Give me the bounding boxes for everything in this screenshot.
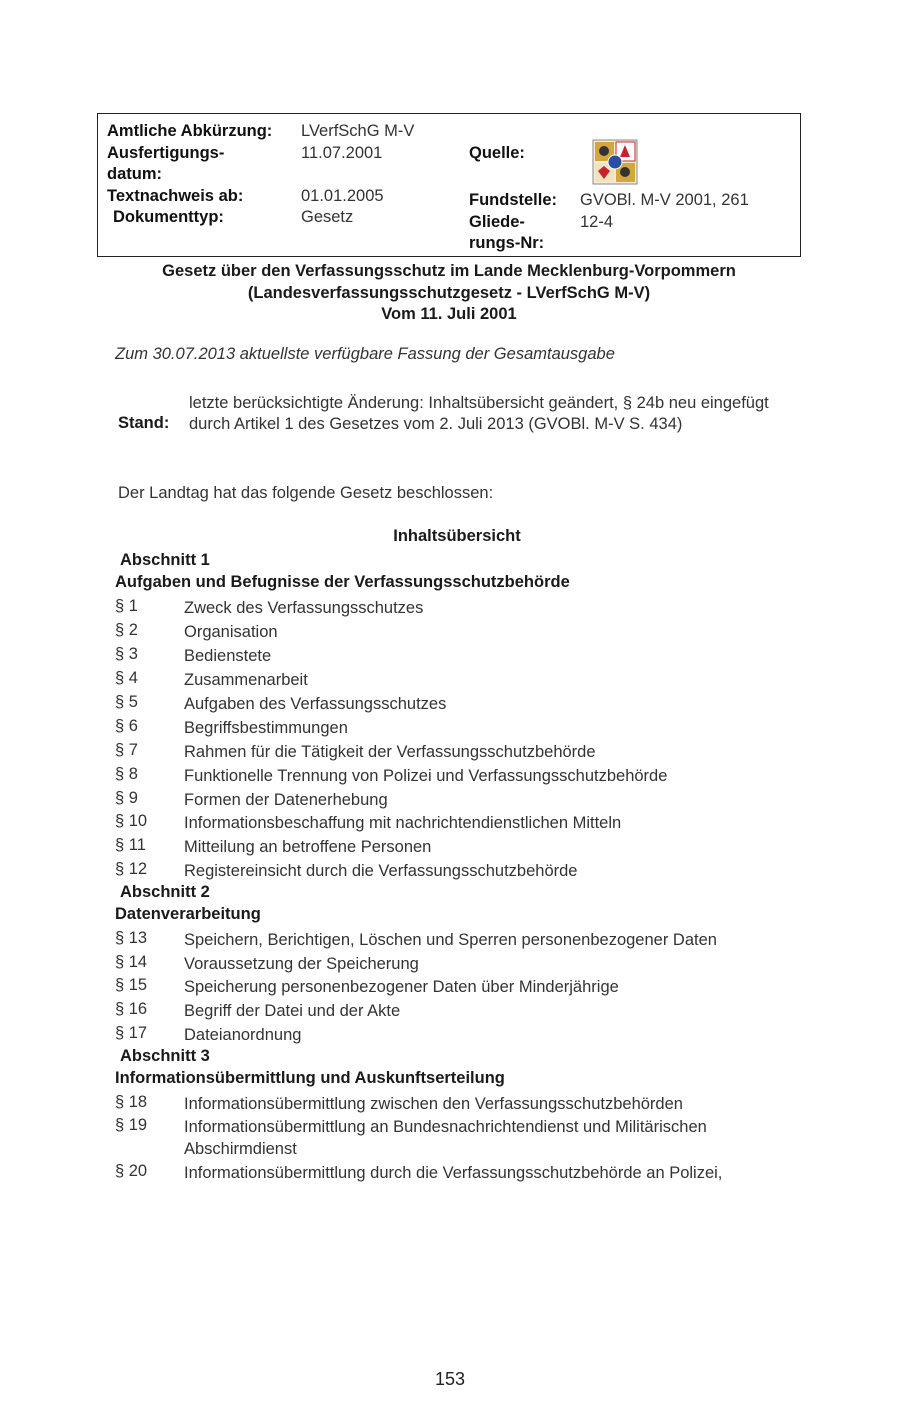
toc-item-title: Zusammenarbeit <box>184 671 308 689</box>
law-title-line-1: Gesetz über den Verfassungsschutz im Lande Mecklenburg-Vorpommern <box>162 262 736 280</box>
toc-item-number: § 9 <box>115 789 138 807</box>
toc-item-number: § 12 <box>115 860 148 878</box>
abbrev-value: LVerfSchG M-V <box>301 122 415 140</box>
section-title: Informationsübermittlung und Auskunftserteilung <box>115 1069 505 1087</box>
toc-item-title: Registereinsicht durch die Verfassungsschutzbehörde <box>184 862 578 880</box>
toc-item-number: § 19 <box>115 1116 148 1134</box>
issue-date-label-2: datum: <box>107 165 162 183</box>
toc-item-number: § 10 <box>115 812 148 830</box>
toc-item-number: § 1 <box>115 597 138 615</box>
doctype-value: Gesetz <box>301 208 354 226</box>
toc-item-number: § 14 <box>115 953 148 971</box>
toc-item-number: § 20 <box>115 1162 148 1180</box>
toc-item-title: Mitteilung an betroffene Personen <box>184 838 432 856</box>
stand-label: Stand: <box>118 414 170 432</box>
doctype-label: Dokumenttyp: <box>113 208 224 226</box>
toc-item-number: § 13 <box>115 929 148 947</box>
abbrev-label: Amtliche Abkürzung: <box>107 122 273 140</box>
fundstelle-value: GVOBl. M-V 2001, 261 <box>580 191 749 209</box>
toc-item-title: Bedienstete <box>184 647 272 665</box>
intro-text: Der Landtag hat das folgende Gesetz beschlossen: <box>118 484 494 502</box>
toc-item-number: § 8 <box>115 765 138 783</box>
textref-value: 01.01.2005 <box>301 187 384 205</box>
toc-item-number: § 16 <box>115 1000 148 1018</box>
toc-item-number: § 4 <box>115 669 138 687</box>
page-number: 153 <box>434 1369 466 1389</box>
toc-item-title: Informationsübermittlung zwischen den Verfassungsschutzbehörden <box>184 1095 683 1113</box>
toc-item-title: Begriffsbestimmungen <box>184 719 348 737</box>
law-title-line-3: Vom 11. Juli 2001 <box>381 305 517 323</box>
toc-item-number: § 15 <box>115 976 148 994</box>
section-number: Abschnitt 1 <box>120 551 210 569</box>
coat-center-shield <box>608 155 622 169</box>
stand-text: letzte berücksichtigte Änderung: Inhaltsübersicht geändert, § 24b neu eingefügt durch Artikel 1 des Gesetzes vom 2. Juli 2013 (GVOBl. M-V S. 434) <box>189 394 769 433</box>
law-title-line-2: (Landesverfassungsschutzgesetz - LVerfSchG M-V) <box>247 284 651 302</box>
toc-item-title: Formen der Datenerhebung <box>184 791 388 809</box>
section-number: Abschnitt 3 <box>120 1047 210 1065</box>
coat-of-arms-icon <box>592 139 638 185</box>
toc-item-title: Zweck des Verfassungsschutzes <box>184 599 424 617</box>
toc-item-title: Begriff der Datei und der Akte <box>184 1002 401 1020</box>
toc-item-title: Organisation <box>184 623 278 641</box>
issue-date-value: 11.07.2001 <box>301 144 383 162</box>
version-note: Zum 30.07.2013 aktuellste verfügbare Fassung der Gesamtausgabe <box>115 345 615 363</box>
gliederung-label-2: rungs-Nr: <box>469 234 545 252</box>
toc-item-title: Dateianordnung <box>184 1026 302 1044</box>
issue-date-label-1: Ausfertigungs- <box>107 144 225 162</box>
toc-item-number: § 2 <box>115 621 138 639</box>
fundstelle-label: Fundstelle: <box>469 191 558 209</box>
toc-item-number: § 11 <box>115 836 146 854</box>
toc-item-number: § 3 <box>115 645 138 663</box>
toc-item-number: § 6 <box>115 717 138 735</box>
toc-item-title: Funktionelle Trennung von Polizei und Verfassungsschutzbehörde <box>184 767 668 785</box>
toc-title: Inhaltsübersicht <box>393 527 521 545</box>
toc-item-number: § 18 <box>115 1093 148 1111</box>
section-title: Aufgaben und Befugnisse der Verfassungsschutzbehörde <box>115 573 570 591</box>
toc-item-title: Rahmen für die Tätigkeit der Verfassungsschutzbehörde <box>184 743 596 761</box>
toc-item-title: Informationsübermittlung durch die Verfassungsschutzbehörde an Polizei, <box>184 1164 723 1182</box>
gliederung-label-1: Gliede- <box>469 213 525 231</box>
toc-item-number: § 5 <box>115 693 138 711</box>
toc-item-number: § 7 <box>115 741 138 759</box>
toc-item-title: Speicherung personenbezogener Daten über Minderjährige <box>184 978 619 996</box>
textref-label: Textnachweis ab: <box>107 187 244 205</box>
toc-item-number: § 17 <box>115 1024 148 1042</box>
toc-item-title: Informationsbeschaffung mit nachrichtendienstlichen Mitteln <box>184 814 622 832</box>
toc-item-title: Speichern, Berichtigen, Löschen und Sperren personenbezogener Daten <box>184 931 717 949</box>
source-label: Quelle: <box>469 144 525 162</box>
toc-item-title: Informationsübermittlung an Bundesnachrichtendienst und Militärischen Abschirmdienst <box>184 1118 707 1158</box>
gliederung-value: 12-4 <box>580 213 614 231</box>
toc-item-title: Aufgaben des Verfassungsschutzes <box>184 695 447 713</box>
section-title: Datenverarbeitung <box>115 905 261 923</box>
toc-item-title: Voraussetzung der Speicherung <box>184 955 419 973</box>
section-number: Abschnitt 2 <box>120 883 210 901</box>
